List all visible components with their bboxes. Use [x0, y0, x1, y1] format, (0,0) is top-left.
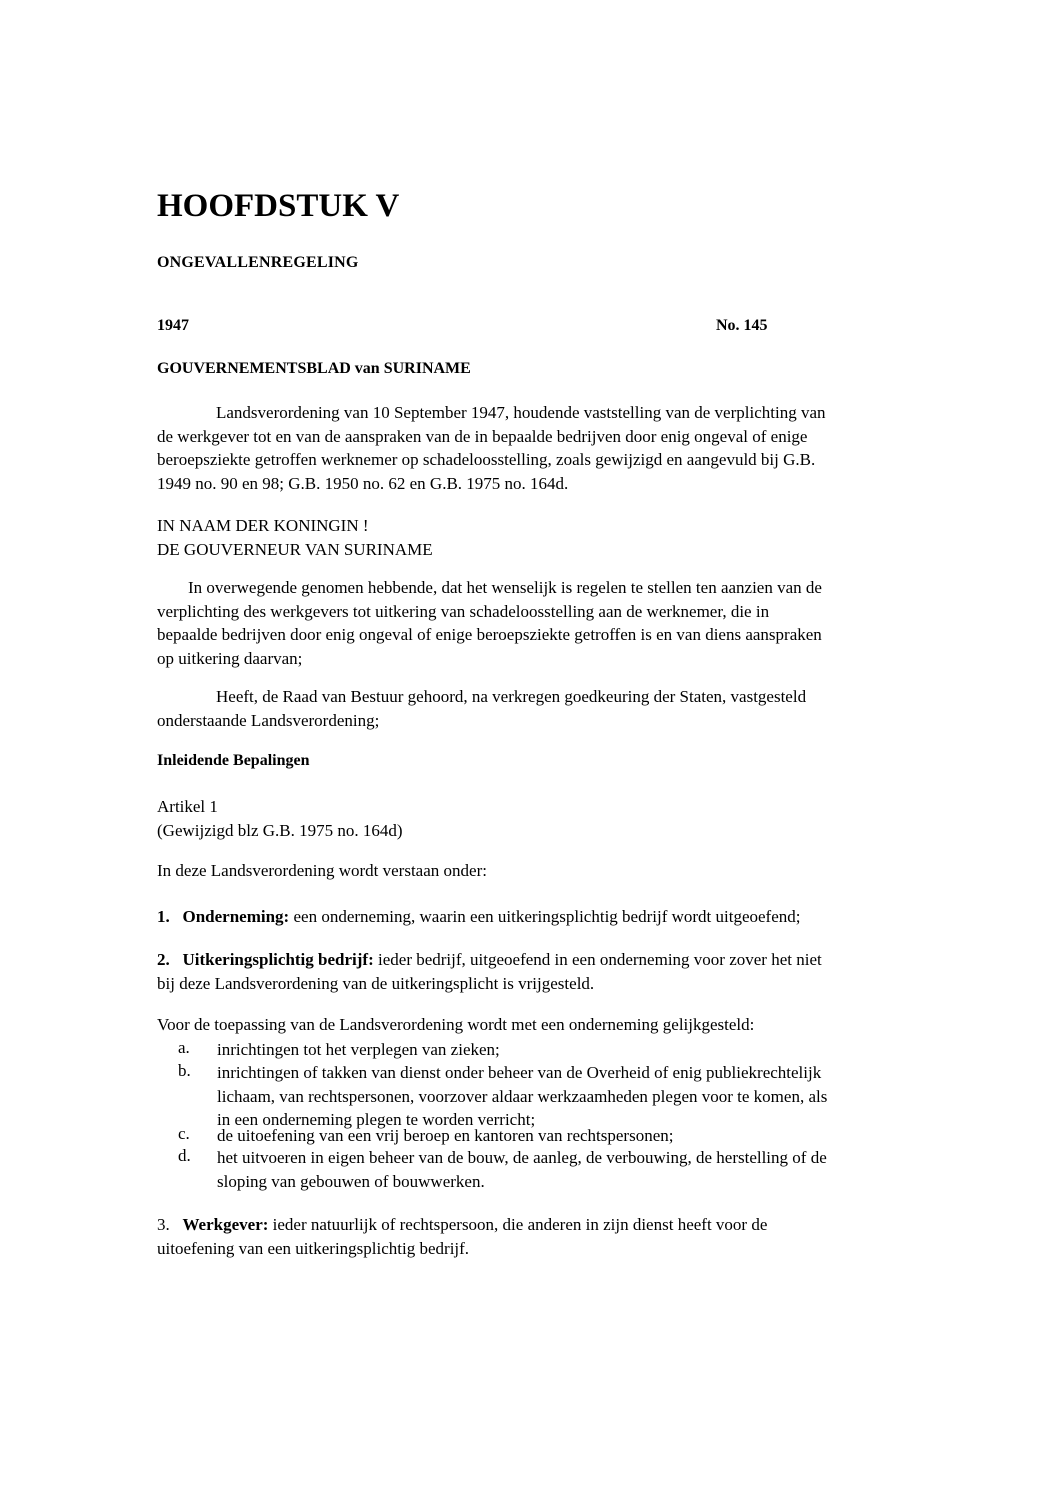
enacting-paragraph: [157, 685, 907, 732]
definition-number: 2.: [157, 950, 170, 969]
chapter-subtitle: ONGEVALLENREGELING: [157, 254, 359, 271]
section-title: Inleidende Bepalingen: [157, 752, 310, 769]
definition-term: Werkgever:: [182, 1215, 269, 1234]
considering-paragraph: [157, 576, 907, 670]
proclamation-line: DE GOUVERNEUR VAN SURINAME: [157, 539, 433, 559]
article-title: Artikel 1: [157, 797, 218, 816]
list-marker: a.: [178, 1038, 190, 1057]
proclamation-line: IN NAAM DER KONINGIN !: [157, 516, 369, 535]
intro-line: 1949 no. 90 en 98; G.B. 1950 no. 62 en G.B. 1975 no. 164d.: [157, 473, 569, 493]
definition-text: uitoefening van een uitkeringsplichtig bedrijf.: [157, 1238, 470, 1258]
proclamation: [157, 514, 907, 561]
list-marker: d.: [178, 1146, 191, 1165]
list-item-text: inrichtingen of takken van dienst onder beheer van de Overheid of enig publiekrechtelijk: [217, 1063, 822, 1082]
definition-text: bij deze Landsverordening van de uitkeringsplicht is vrijgesteld.: [157, 973, 595, 993]
definition-term: Onderneming:: [182, 907, 290, 926]
article-header: [157, 795, 907, 842]
intro-line: beroepsziekte getroffen werknemer op schadeloosstelling, zoals gewijzigd en aangevuld bij G.B.: [157, 450, 816, 469]
chapter-title: HOOFDSTUK V: [157, 188, 400, 224]
considering-line: verplichting des werkgevers tot uitkering van schadeloosstelling aan de werknemer, die in: [157, 601, 770, 621]
considering-line: op uitkering daarvan;: [157, 648, 303, 668]
intro-paragraph: [157, 401, 907, 495]
considering-line: In overwegende genomen hebbende, dat het wenselijk is regelen te stellen ten aanzien van de: [188, 578, 822, 597]
list-marker: c.: [178, 1124, 190, 1143]
enacting-line: onderstaande Landsverordening;: [157, 710, 380, 730]
definition-2: [157, 948, 907, 995]
list-item-text: inrichtingen tot het verplegen van zieken;: [217, 1040, 500, 1059]
list-item-text: in een onderneming plegen te worden verricht;: [217, 1110, 536, 1129]
article-note: (Gewijzigd blz G.B. 1975 no. 164d): [157, 820, 403, 840]
intro-line: Landsverordening van 10 September 1947, houdende vaststelling van de verplichting van: [216, 403, 826, 422]
enacting-line: Heeft, de Raad van Bestuur gehoord, na verkregen goedkeuring der Staten, vastgesteld: [216, 687, 807, 706]
definition-text: ieder natuurlijk of rechtspersoon, die anderen in zijn dienst heeft voor de: [272, 1215, 768, 1234]
definition-text: een onderneming, waarin een uitkeringsplichtig bedrijf wordt uitgeoefend;: [293, 907, 801, 926]
list-marker: b.: [178, 1061, 191, 1080]
list-item-text: de uitoefening van een vrij beroep en kantoren van rechtspersonen;: [217, 1126, 674, 1145]
definition-1: [157, 905, 907, 929]
definition-3: [157, 1213, 907, 1260]
list-item-text: lichaam, van rechtspersonen, voorzover aldaar werkzaamheden plegen voor te komen, als: [217, 1086, 828, 1106]
intro-line: de werkgever tot en van de aanspraken van de in bepaalde bedrijven door enig ongeval of enige: [157, 426, 808, 446]
article-lead: In deze Landsverordening wordt verstaan onder:: [157, 861, 487, 880]
list-item-text: het uitvoeren in eigen beheer van de bouw, de aanleg, de verbouwing, de herstelling of de: [217, 1148, 827, 1167]
gazette-title: GOUVERNEMENTSBLAD van SURINAME: [157, 360, 471, 377]
definition-term: Uitkeringsplichtig bedrijf:: [182, 950, 374, 969]
definition-number: 3.: [157, 1215, 170, 1234]
considering-line: bepaalde bedrijven door enig ongeval of enige beroepsziekte getroffen is en van diens aanspraken: [157, 625, 822, 644]
gazette-number: No. 145: [716, 317, 768, 334]
definition-number: 1.: [157, 907, 170, 926]
gazette-year: 1947: [157, 317, 189, 334]
definition-text: ieder bedrijf, uitgeoefend in een onderneming voor zover het niet: [378, 950, 822, 969]
equated-lead: Voor de toepassing van de Landsverordening wordt met een onderneming gelijkgesteld:: [157, 1015, 755, 1034]
list-item-text: sloping van gebouwen of bouwwerken.: [217, 1171, 485, 1191]
